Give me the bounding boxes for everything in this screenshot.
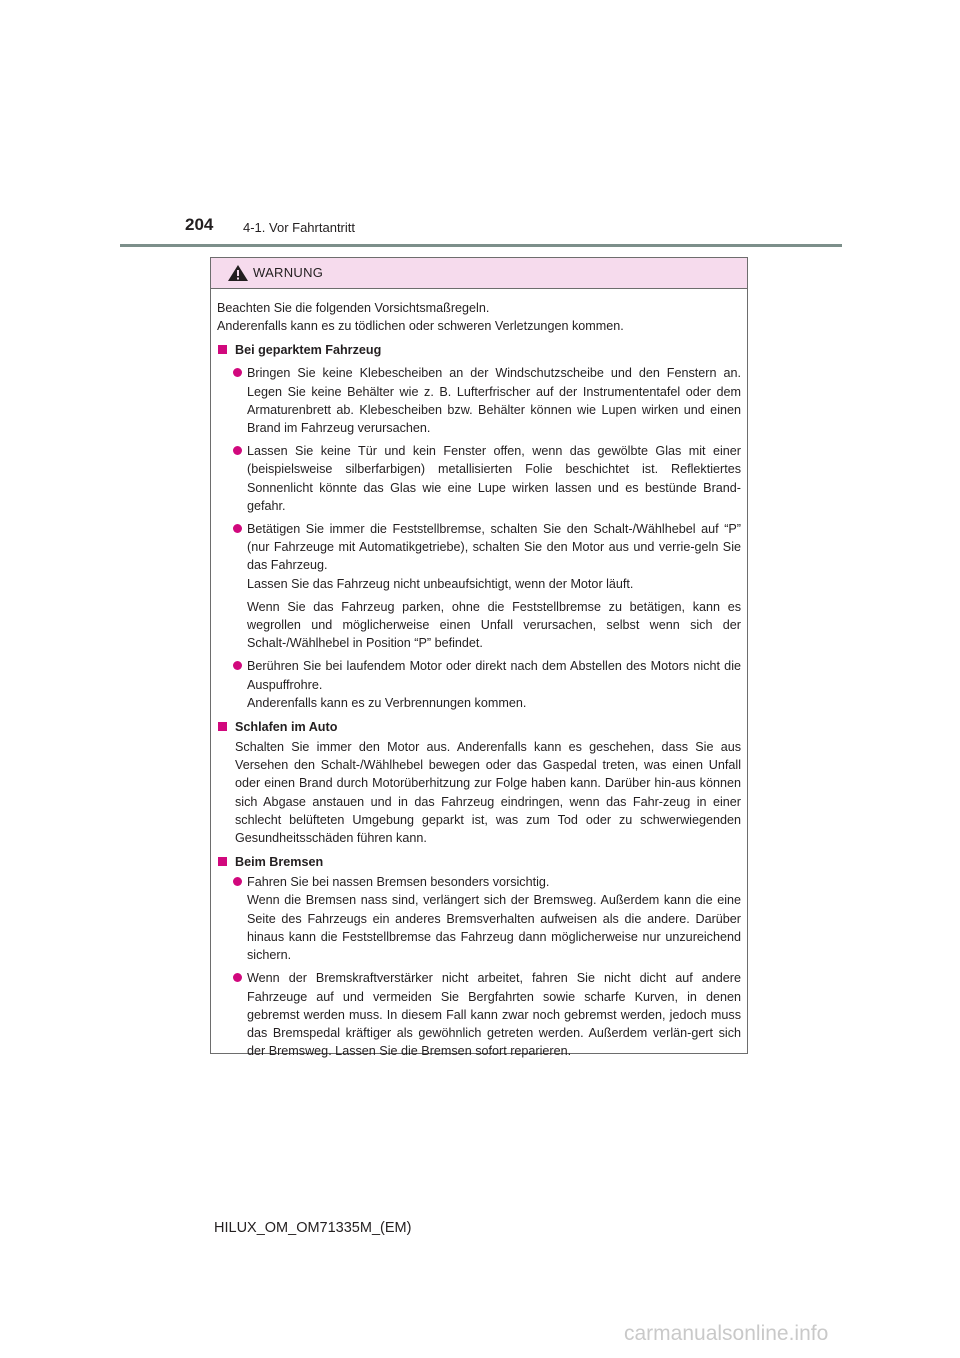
list-item — [217, 364, 741, 437]
round-bullet-icon — [233, 661, 242, 670]
intro-line: Anderenfalls kann es zu tödlichen oder schweren Verletzungen kommen. — [217, 319, 624, 334]
warning-body — [211, 289, 747, 1060]
section-heading — [217, 341, 741, 359]
warning-triangle-icon — [227, 264, 249, 282]
item-text: Wenn der Bremskraftverstärker nicht arbeitet, fahren Sie nicht dicht auf andere Fahrzeuge auf und vermeiden Sie Bergfahrten sowie scharfe Kurven, in denen gebremst werden muss. In diesem Fall kann zwar noch gebremst werden, jedoch muss das Bremspedal kräftiger als gewöhnlich getreten werden. Außerdem verlän-gert sich der Bremsweg. Lassen Sie die Bremsen sofort reparieren. — [247, 971, 741, 1059]
header-rule — [120, 244, 842, 247]
round-bullet-icon — [233, 368, 242, 377]
warning-box — [210, 257, 748, 1059]
item-text: Wenn die Bremsen nass sind, verlängert sich der Bremsweg. Außerdem kann die eine Seite des Fahrzeugs ein anderes Bremsverhalten aufweisen als die andere. Darüber hinaus kann die Feststellbremse das Fahrzeug dann möglicherweise nur unzureichend sichern. — [247, 893, 741, 963]
paragraph-text: Schalten Sie immer den Motor aus. Anderenfalls kann es geschehen, dass Sie aus Versehen den Schalt-/Wählhebel bewegen oder das Gaspedal treten, was einen Unfall oder einen Brand durch Motorüberhitzung zur Folge haben kann. Darüber hin-aus können sich Abgase anstauen und in das Fahrzeug eindringen, wenn das Fahr-zeug in einer schlecht belüfteten Umgebung geparkt ist, was zum Tod oder zu schwerwiegenden Gesundheitsschäden führen kann. — [235, 740, 741, 846]
list-item — [217, 520, 741, 652]
section-paragraph — [217, 738, 741, 847]
warning-header — [211, 258, 747, 289]
watermark: carmanualsonline.info — [624, 1322, 829, 1345]
section-parked — [217, 341, 741, 712]
document-code: HILUX_OM_OM71335M_(EM) — [214, 1220, 412, 1236]
section-sleeping — [217, 718, 741, 847]
page-number: 204 — [185, 215, 214, 234]
round-bullet-icon — [233, 446, 242, 455]
intro-line: Beachten Sie die folgenden Vorsichtsmaßregeln. — [217, 301, 490, 315]
section-braking — [217, 853, 741, 1060]
section-heading-text: Schlafen im Auto — [235, 720, 338, 735]
list-item — [217, 969, 741, 1060]
square-bullet-icon — [218, 857, 227, 866]
round-bullet-icon — [233, 524, 242, 533]
item-text: Wenn Sie das Fahrzeug parken, ohne die Feststellbremse zu betätigen, kann es wegrollen und möglicherweise einen Unfall verursachen, selbst wenn sich der Schalt-/Wählhebel in Position “P” befindet. — [247, 599, 741, 651]
section-heading-text: Bei geparktem Fahrzeug — [235, 343, 382, 358]
item-text: Anderenfalls kann es zu Verbrennungen kommen. — [247, 695, 527, 710]
warning-title: WARNUNG — [253, 265, 324, 280]
warning-intro — [217, 299, 741, 335]
round-bullet-icon — [233, 877, 242, 886]
item-text: Fahren Sie bei nassen Bremsen besonders vorsichtig. — [247, 875, 550, 890]
square-bullet-icon — [218, 345, 227, 354]
item-text: Bringen Sie keine Klebescheiben an der Windschutzscheibe und den Fenstern an. Legen Sie keine Behälter wie z. B. Lufterfrischer auf der Instrumententafel oder dem Armaturenbrett ab. Klebescheiben bzw. Behälter können wie Lupen wirken und einen Brand im Fahrzeug verursachen. — [247, 366, 741, 436]
round-bullet-icon — [233, 973, 242, 982]
item-text: Berühren Sie bei laufendem Motor oder direkt nach dem Abstellen des Motors nicht die Auspuffrohre. — [247, 659, 741, 692]
square-bullet-icon — [218, 722, 227, 731]
section-heading — [217, 718, 741, 736]
item-text: Lassen Sie keine Tür und kein Fenster offen, wenn das gewölbte Glas mit einer (beispielsweise silberfarbigen) metallisierten Folie beschichtet ist. Reflektiertes Sonnenlicht könnte das Glas wie eine Lupe wirken lassen und es bestünde Brand-gefahr. — [247, 444, 741, 513]
list-item — [217, 442, 741, 515]
item-text: Lassen Sie das Fahrzeug nicht unbeaufsichtigt, wenn der Motor läuft. — [247, 576, 634, 591]
list-item — [217, 657, 741, 712]
item-text: Betätigen Sie immer die Feststellbremse, schalten Sie den Schalt-/Wählhebel auf “P” (nur Fahrzeuge mit Automatikgetriebe), schalten Sie den Motor aus und verrie-geln Sie das Fahrzeug. — [247, 522, 741, 573]
section-title: 4-1. Vor Fahrtantritt — [243, 220, 355, 235]
section-heading-text: Beim Bremsen — [235, 855, 324, 870]
list-item — [217, 873, 741, 964]
section-heading — [217, 853, 741, 871]
